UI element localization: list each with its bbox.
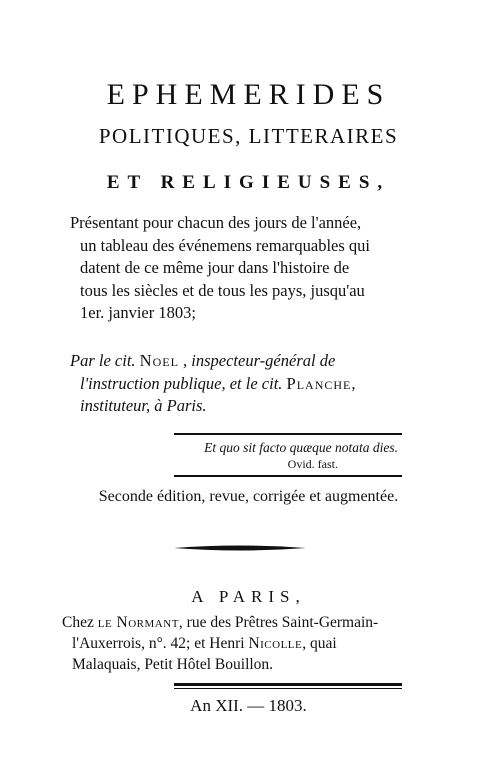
publication-date: An XII. — 1803. (190, 696, 307, 715)
authors-line-2 (70, 373, 410, 396)
ornamental-swelled-rule (174, 544, 306, 552)
description-line: Présentant pour chacun des jours de l'année, (70, 213, 362, 232)
subtitle-line-1: POLITIQUES, LITTERAIRES (98, 124, 399, 148)
date-top-rule-thick (174, 683, 402, 686)
author-name-planche: Planche (286, 373, 352, 393)
authors-line-1 (70, 350, 410, 373)
epigraph-text: Et quo sit facto quæque notata dies. (204, 440, 398, 455)
epigraph-source: Ovid. fast. (287, 457, 338, 471)
imprint-paragraph (62, 612, 442, 675)
imprint-prefix: Chez (62, 614, 94, 631)
date-top-rule-thin (174, 688, 402, 689)
imprint-city: A PARIS, (191, 587, 306, 606)
imprint-address-1: , rue des Prêtres Saint-Germain- (178, 614, 379, 631)
imprint-line-3: Malaquais, Petit Hôtel Bouillon. (72, 656, 274, 673)
description-paragraph (70, 212, 410, 325)
authors-comma: , (351, 373, 356, 393)
imprint-line-1 (62, 612, 442, 633)
description-line: 1er. janvier 1803; (80, 303, 196, 322)
epigraph-top-rule (174, 433, 402, 435)
description-line: tous les siècles et de tous les pays, jusqu'au (80, 280, 365, 300)
edition-statement: Seconde édition, revue, corrigée et augmentée. (98, 488, 399, 505)
epigraph (180, 440, 398, 472)
authors-paragraph (70, 350, 410, 418)
subtitle-line-2: ET RELIGIEUSES, (106, 172, 391, 193)
publisher-le-normant: le Normant (97, 614, 179, 631)
epigraph-bottom-rule (174, 475, 402, 477)
author-name-noel: Noel (139, 351, 179, 370)
publisher-nicolle: Nicolle (248, 635, 303, 652)
main-title: EPHEMERIDES (106, 78, 391, 111)
imprint-address-3: , quai (302, 635, 337, 652)
imprint-address-2: l'Auxerrois, n°. 42; et Henri (72, 635, 245, 652)
authors-line-3: instituteur, à Paris. (80, 396, 207, 415)
author-1-title-cont: l'instruction publique, et le cit. (80, 373, 283, 393)
description-line: datent de ce même jour dans l'histoire de (80, 258, 350, 277)
imprint-line-2 (62, 633, 442, 654)
authors-prefix: Par le cit. (70, 351, 136, 370)
description-line: un tableau des événemens remarquables qui (80, 235, 371, 255)
author-1-title: , inspecteur-général de (183, 351, 336, 370)
